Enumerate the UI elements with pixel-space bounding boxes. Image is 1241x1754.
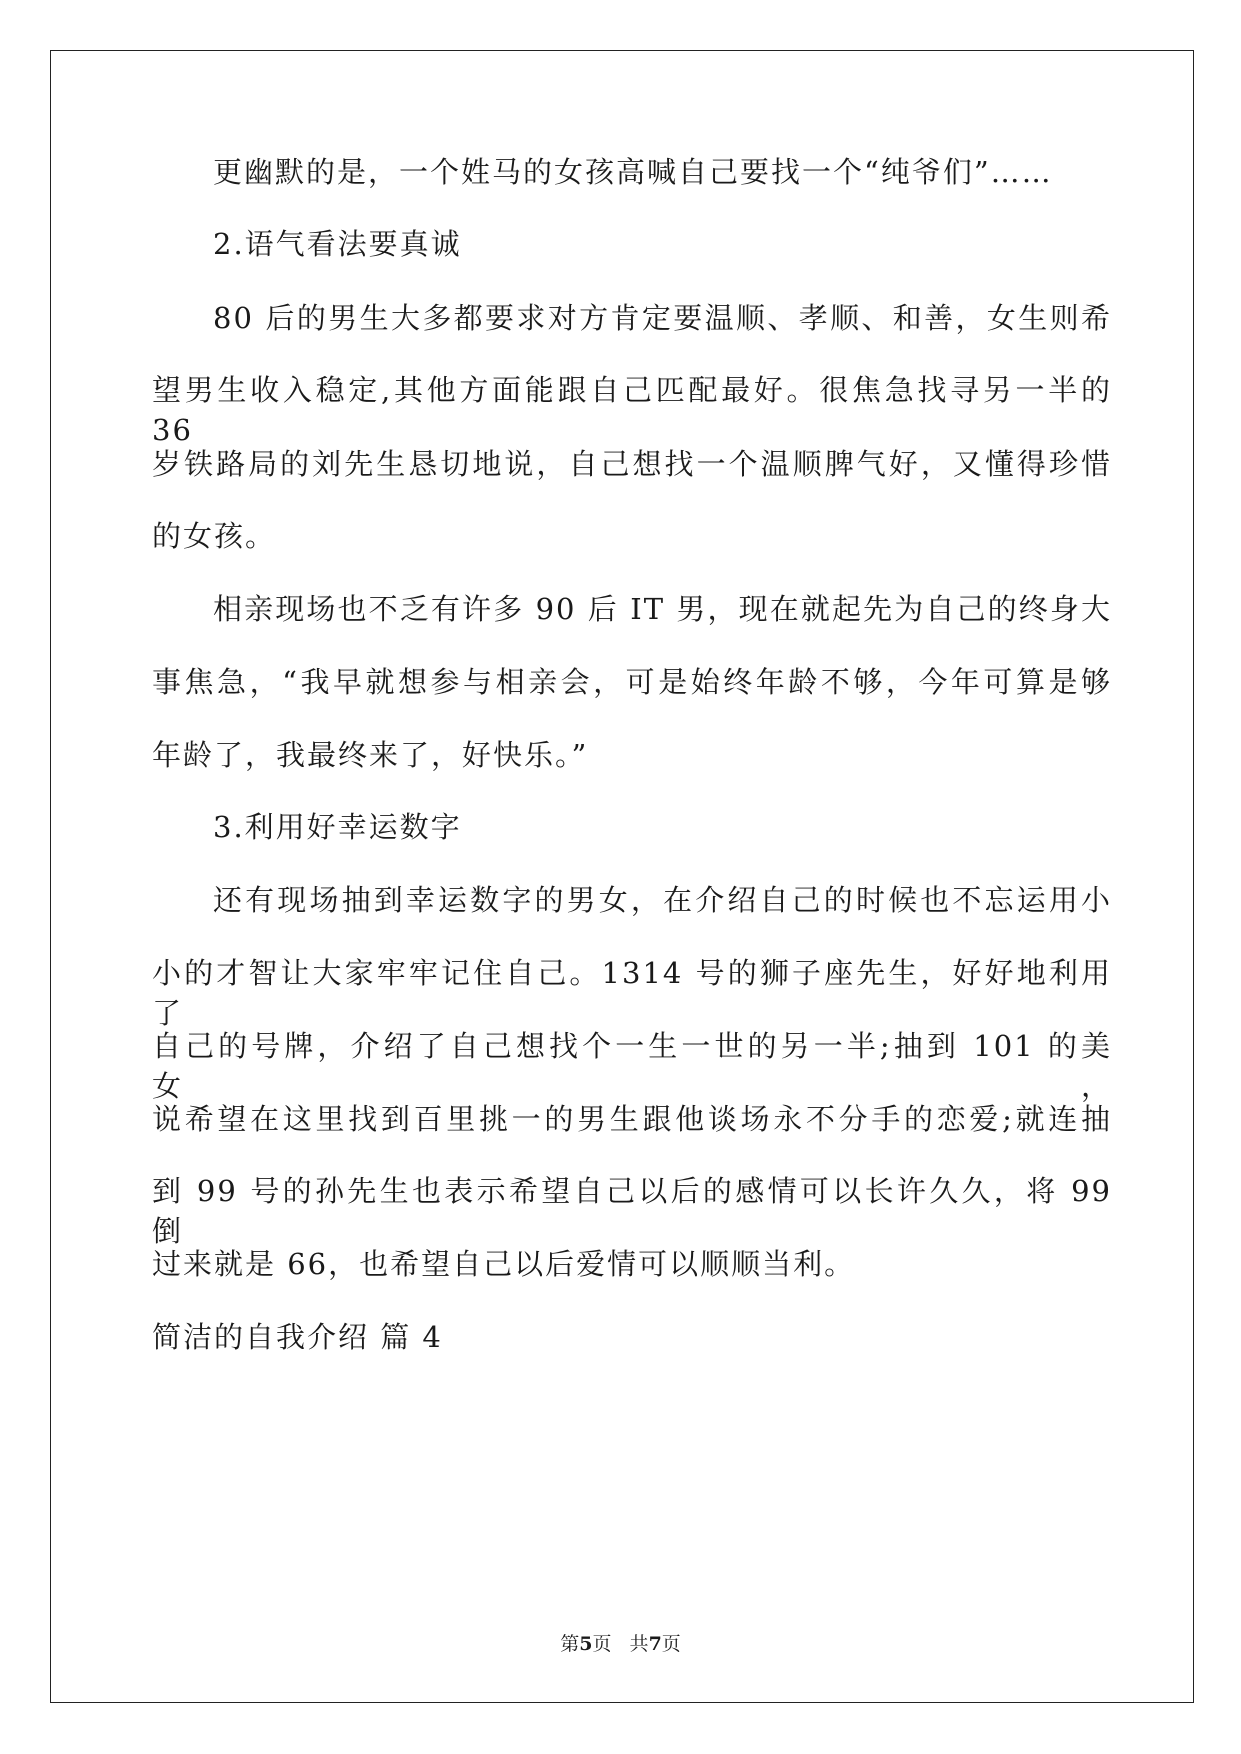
section-heading: 2.语气看法要真诚 <box>213 227 462 261</box>
page-number: 5 <box>579 1633 593 1655</box>
paragraph-line: 自己的号牌，介绍了自己想找个一生一世的另一半;抽到 101 的美女， <box>152 1029 1112 1103</box>
section-heading: 3.利用好幸运数字 <box>213 810 462 844</box>
paragraph-line: 小的才智让大家牢牢记住自己。1314 号的狮子座先生，好好地利用了 <box>152 956 1112 1030</box>
paragraph-line: 事焦急，“我早就想参与相亲会，可是始终年龄不够，今年可算是够 <box>152 665 1112 699</box>
paragraph-line: 的女孩。 <box>152 519 277 553</box>
paragraph-line: 说希望在这里找到百里挑一的男生跟他谈场永不分手的恋爱;就连抽 <box>152 1102 1112 1136</box>
footer-suffix: 页 <box>661 1633 681 1655</box>
article-heading: 简洁的自我介绍 篇 4 <box>152 1320 443 1354</box>
paragraph-line: 岁铁路局的刘先生恳切地说，自己想找一个温顺脾气好，又懂得珍惜 <box>152 447 1112 481</box>
paragraph-line: 年龄了，我最终来了，好快乐。” <box>152 738 589 772</box>
paragraph-line: 过来就是 66，也希望自己以后爱情可以顺顺当利。 <box>152 1247 856 1281</box>
paragraph-line: 还有现场抽到幸运数字的男女，在介绍自己的时候也不忘运用小 <box>213 883 1112 917</box>
page-footer <box>0 1632 1241 1656</box>
paragraph-line: 望男生收入稳定,其他方面能跟自己匹配最好。很焦急找寻另一半的 36 <box>152 373 1112 447</box>
footer-prefix: 第 <box>560 1633 580 1655</box>
paragraph-line: 更幽默的是，一个姓马的女孩高喊自己要找一个“纯爷们”…… <box>213 155 1053 189</box>
paragraph-line: 相亲现场也不乏有许多 90 后 IT 男，现在就起先为自己的终身大 <box>213 592 1112 626</box>
paragraph-line: 80 后的男生大多都要求对方肯定要温顺、孝顺、和善，女生则希 <box>213 301 1112 335</box>
paragraph-line: 到 99 号的孙先生也表示希望自己以后的感情可以长许久久，将 99 倒 <box>152 1174 1112 1248</box>
total-pages: 7 <box>648 1633 662 1655</box>
footer-mid: 页 共 <box>592 1633 649 1655</box>
